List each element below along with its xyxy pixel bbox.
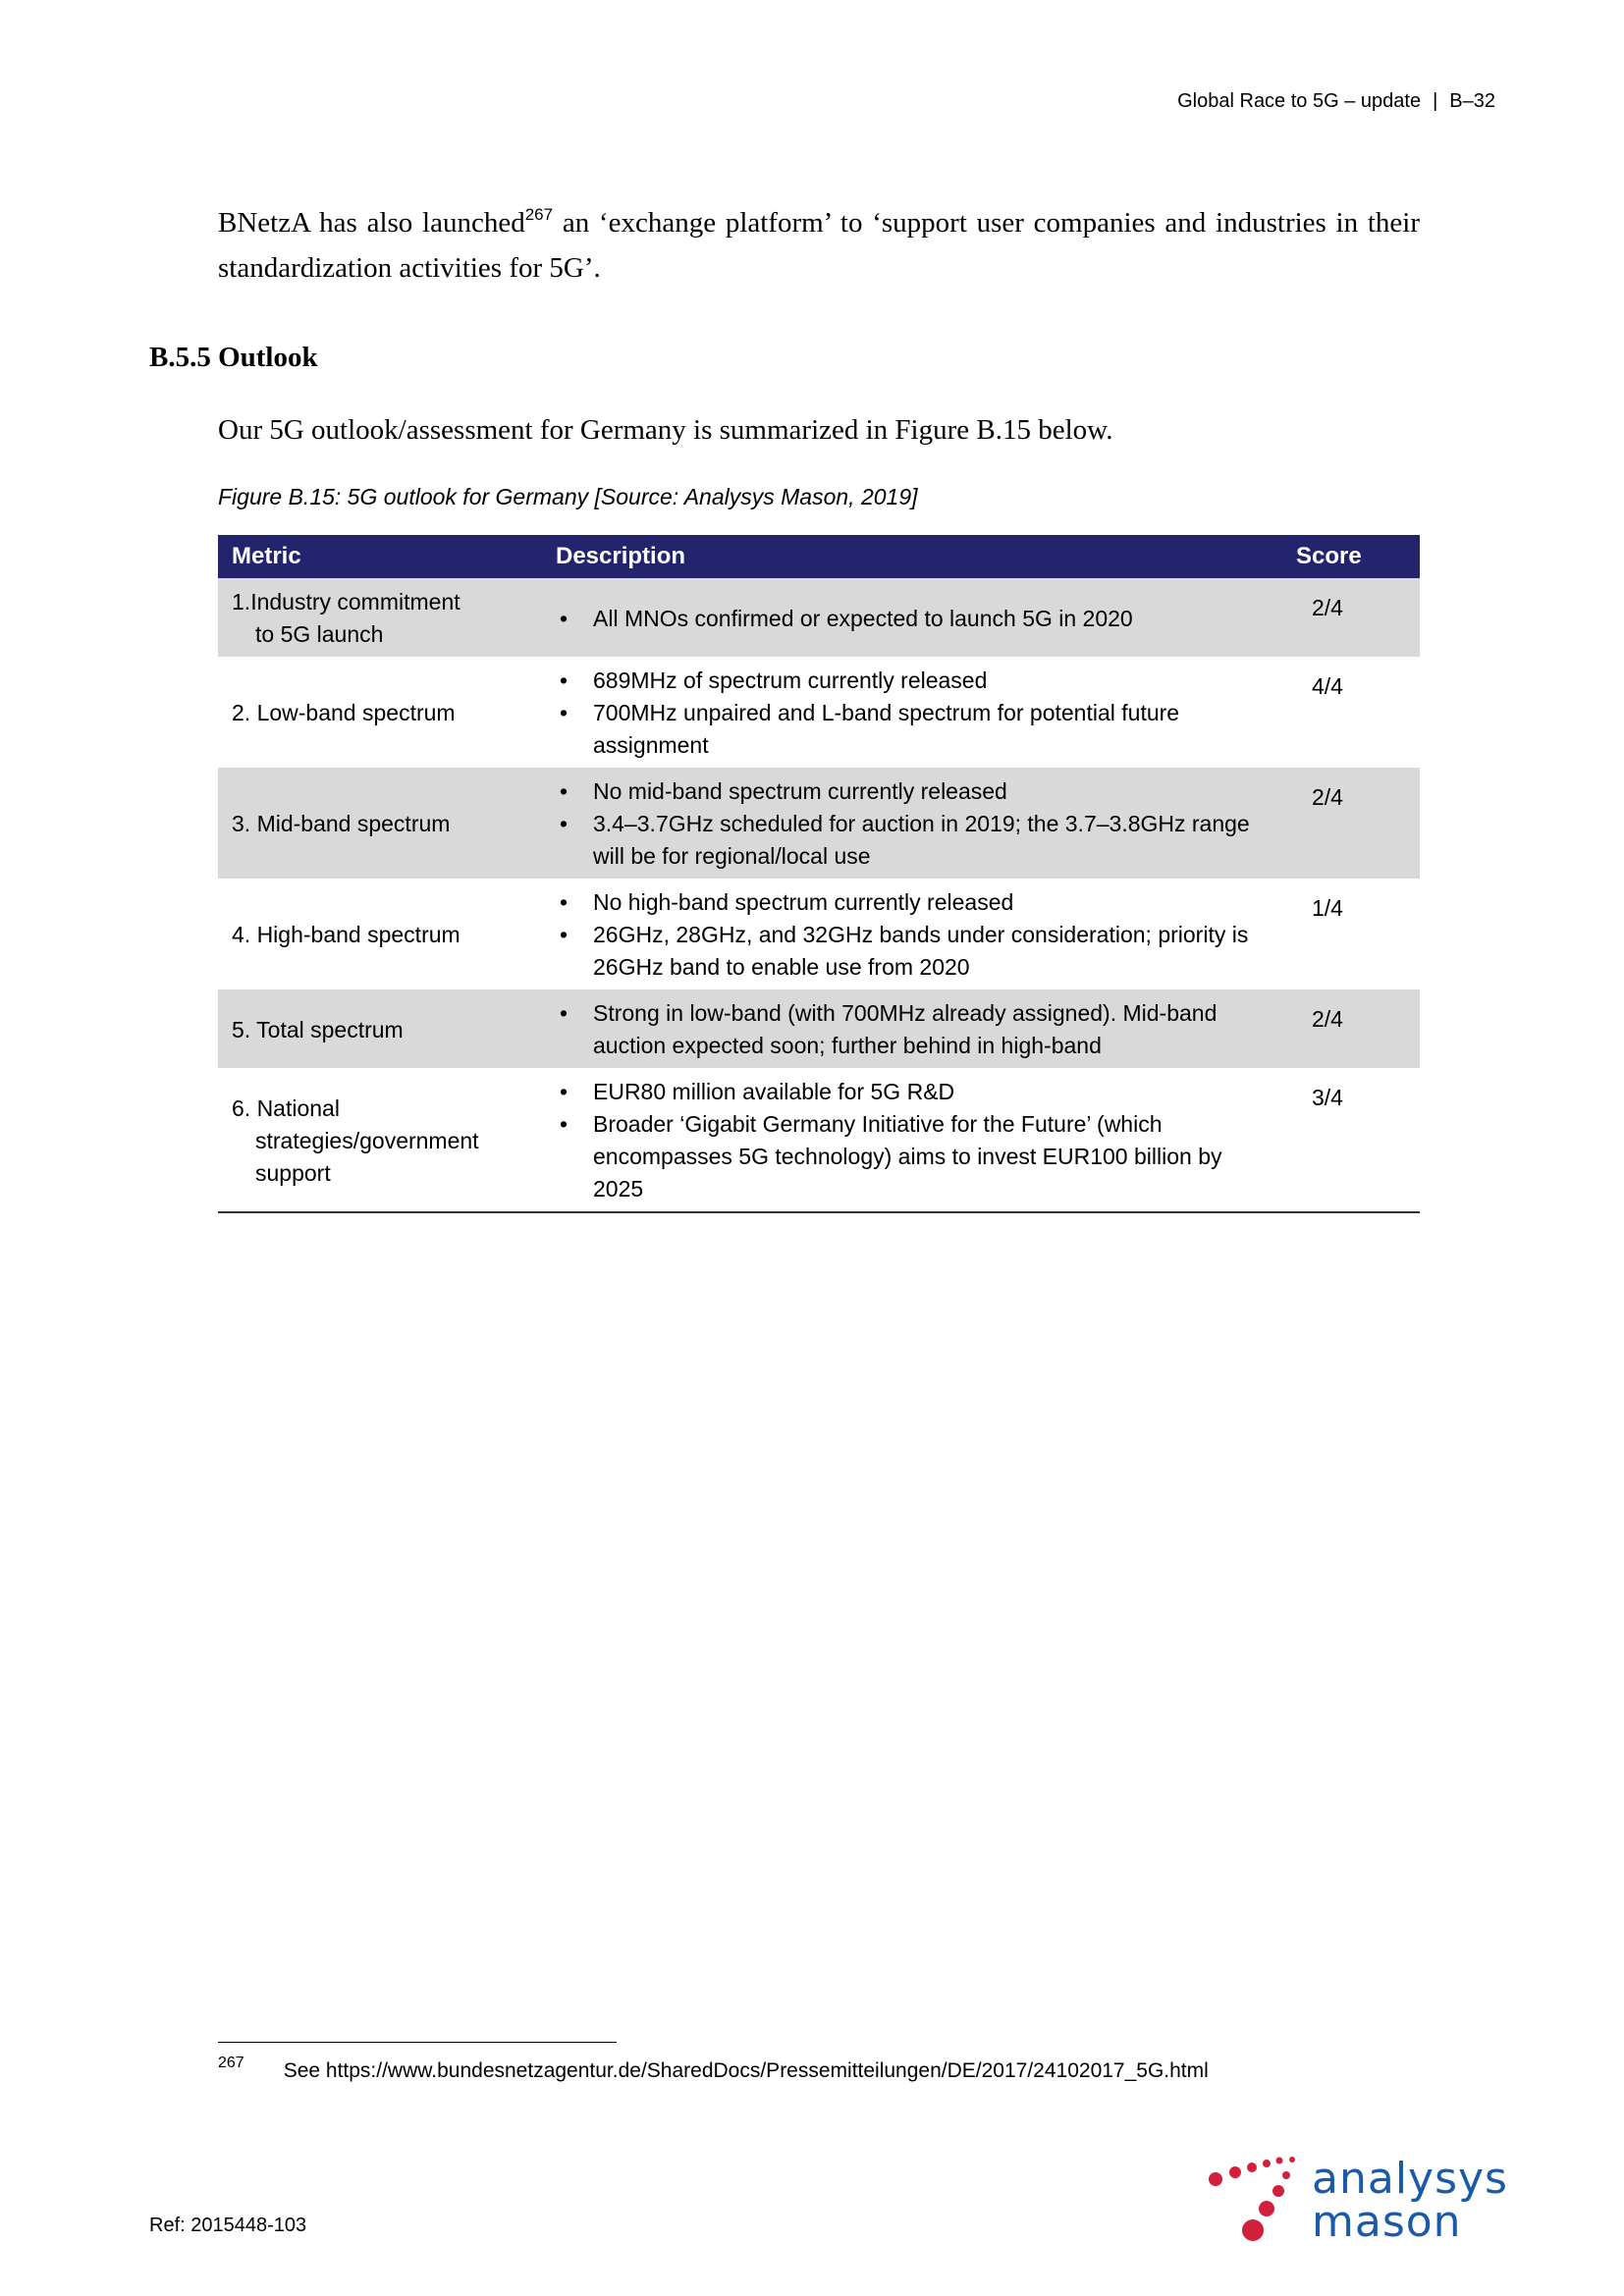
footnote-reference[interactable]: 267 bbox=[524, 205, 554, 224]
section-paragraph: Our 5G outlook/assessment for Germany is summarized in Figure B.15 below. bbox=[218, 414, 1113, 446]
header-separator: | bbox=[1433, 90, 1438, 112]
list-item: • Strong in low-band (with 700MHz already assigned). Mid-band auction expected soon; further behind in high-band bbox=[556, 997, 1269, 1062]
table-row bbox=[218, 768, 1420, 879]
description-cell bbox=[542, 989, 1282, 1068]
header-title: Global Race to 5G – update bbox=[1177, 90, 1422, 112]
running-header bbox=[1177, 90, 1495, 113]
intro-text-before: BNetzA has also launched bbox=[218, 207, 525, 239]
intro-text-after: an ‘exchange platform’ to ‘support user companies and industries in their standardization activities for 5G’. bbox=[218, 207, 1420, 284]
description-cell bbox=[542, 1068, 1282, 1212]
description-cell bbox=[542, 578, 1282, 657]
table-header-row bbox=[218, 535, 1420, 578]
list-item: • No high-band spectrum currently released bbox=[556, 886, 1269, 919]
metric-number: 1. bbox=[232, 589, 251, 614]
table-row bbox=[218, 879, 1420, 989]
metric-line: support bbox=[255, 1159, 331, 1186]
list-item: • All MNOs confirmed or expected to launch 5G in 2020 bbox=[556, 603, 1269, 635]
table-row bbox=[218, 657, 1420, 768]
logo-dots-icon bbox=[1206, 2140, 1314, 2248]
header-metric: Metric bbox=[218, 535, 542, 578]
document-reference: Ref: 2015448-103 bbox=[149, 2215, 307, 2236]
metric-text: Industry commitment bbox=[250, 589, 460, 614]
score-cell: 2/4 bbox=[1282, 989, 1420, 1068]
list-item: • Broader ‘Gigabit Germany Initiative for the Future’ (which encompasses 5G technology) aims to invest EUR100 billion by 2025 bbox=[556, 1108, 1269, 1205]
description-cell bbox=[542, 657, 1282, 768]
score-cell: 2/4 bbox=[1282, 578, 1420, 657]
metric-cell bbox=[218, 578, 542, 657]
list-item: • 689MHz of spectrum currently released bbox=[556, 665, 1269, 697]
list-item: • 700MHz unpaired and L-band spectrum for potential future assignment bbox=[556, 697, 1269, 762]
description-cell bbox=[542, 879, 1282, 989]
metric-cell bbox=[218, 1068, 542, 1212]
list-item: • 26GHz, 28GHz, and 32GHz bands under consideration; priority is 26GHz band to enable use from 2020 bbox=[556, 919, 1269, 984]
intro-paragraph bbox=[218, 200, 1420, 291]
table-row bbox=[218, 578, 1420, 657]
footnote bbox=[218, 2055, 1209, 2083]
list-item: • EUR80 million available for 5G R&D bbox=[556, 1076, 1269, 1108]
metric-line: to 5G launch bbox=[255, 621, 384, 647]
outlook-table bbox=[218, 535, 1420, 1213]
metric-cell: 3. Mid-band spectrum bbox=[218, 768, 542, 879]
metric-line bbox=[232, 586, 528, 618]
description-cell bbox=[542, 768, 1282, 879]
header-description: Description bbox=[542, 535, 1282, 578]
table-row bbox=[218, 1068, 1420, 1212]
footnote-text[interactable]: See https://www.bundesnetzagentur.de/SharedDocs/Pressemitteilungen/DE/2017/24102017_5G.html bbox=[283, 2059, 1209, 2082]
section-heading: B.5.5 Outlook bbox=[149, 342, 318, 373]
score-cell: 2/4 bbox=[1282, 768, 1420, 879]
list-item: • 3.4–3.7GHz scheduled for auction in 2019; the 3.7–3.8GHz range will be for regional/local use bbox=[556, 808, 1269, 873]
footnote-number: 267 bbox=[218, 2055, 244, 2071]
header-score: Score bbox=[1282, 535, 1420, 578]
page-number: B–32 bbox=[1449, 90, 1495, 112]
metric-line: strategies/government bbox=[255, 1127, 479, 1153]
logo-wordmark bbox=[1312, 2154, 1508, 2247]
score-cell: 3/4 bbox=[1282, 1068, 1420, 1212]
metric-line: 6. National bbox=[232, 1095, 340, 1121]
list-item: • No mid-band spectrum currently released bbox=[556, 775, 1269, 808]
metric-cell: 4. High-band spectrum bbox=[232, 922, 460, 947]
score-cell: 1/4 bbox=[1312, 895, 1343, 921]
logo-line-analysys: analysys bbox=[1312, 2154, 1508, 2204]
footnote-divider bbox=[218, 2042, 617, 2043]
analysys-mason-logo bbox=[1206, 2140, 1520, 2248]
metric-cell: 5. Total spectrum bbox=[218, 989, 542, 1068]
metric-cell: 2. Low-band spectrum bbox=[232, 700, 456, 725]
figure-caption: Figure B.15: 5G outlook for Germany [Source: Analysys Mason, 2019] bbox=[218, 484, 918, 509]
score-cell: 4/4 bbox=[1312, 673, 1343, 699]
logo-line-mason: mason bbox=[1312, 2197, 1462, 2247]
table-row bbox=[218, 989, 1420, 1068]
